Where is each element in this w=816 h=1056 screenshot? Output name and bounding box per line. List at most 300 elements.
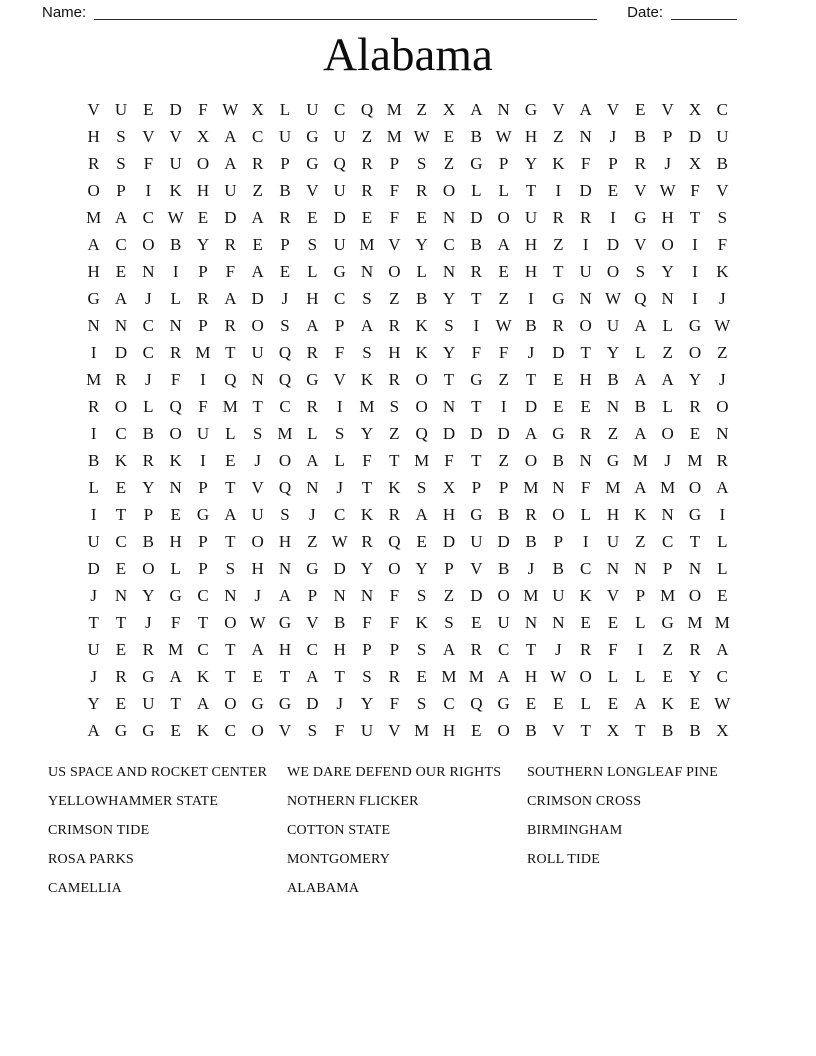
grid-letter: R <box>251 154 264 173</box>
grid-letter: E <box>115 640 127 659</box>
grid-letter: D <box>224 208 237 227</box>
grid-letter: T <box>525 370 537 389</box>
grid-letter: Z <box>553 127 564 146</box>
grid-letter: I <box>582 532 589 551</box>
grid-letter: J <box>90 667 97 686</box>
grid-letter: S <box>116 154 126 173</box>
grid-letter: O <box>224 613 237 632</box>
grid-letter: N <box>579 289 592 308</box>
grid-letter: Z <box>252 181 263 200</box>
grid-letter: U <box>333 181 346 200</box>
grid-row <box>80 339 736 366</box>
grid-letter: Y <box>442 289 456 308</box>
grid-letter: J <box>336 478 343 497</box>
grid-letter: B <box>497 559 510 578</box>
grid-letter: D <box>442 424 456 443</box>
grid-letter: Z <box>553 235 564 254</box>
grid-letter: F <box>580 478 591 497</box>
grid-letter: S <box>362 667 372 686</box>
grid-letter: G <box>688 505 702 524</box>
grid-letter: A <box>470 100 483 119</box>
grid-letter: Q <box>634 289 647 308</box>
grid-letter: Z <box>717 343 728 362</box>
grid-letter: D <box>470 424 483 443</box>
grid-letter: Q <box>333 154 346 173</box>
grid-letter: M <box>86 208 102 227</box>
grid-letter: E <box>689 424 701 443</box>
grid-letter: S <box>225 559 236 578</box>
grid-letter: B <box>607 370 619 389</box>
grid-letter: M <box>468 667 484 686</box>
grid-letter: C <box>443 235 455 254</box>
grid-letter: V <box>278 721 292 740</box>
grid-letter: G <box>497 694 510 713</box>
grid-letter: O <box>497 721 510 740</box>
grid-letter: E <box>471 613 482 632</box>
grid-letter: J <box>145 613 152 632</box>
grid-letter: G <box>114 721 128 740</box>
grid-letter: N <box>360 586 374 605</box>
grid-letter: B <box>634 127 646 146</box>
grid-letter: J <box>527 559 535 578</box>
grid-row <box>80 636 736 663</box>
grid-letter: B <box>552 559 564 578</box>
grid-letter: V <box>251 478 264 497</box>
grid-letter: A <box>360 316 374 335</box>
grid-letter: A <box>579 100 592 119</box>
grid-letter: A <box>224 127 237 146</box>
word-item: CRIMSON CROSS <box>527 794 642 809</box>
grid-letter: I <box>610 208 616 227</box>
grid-letter: F <box>389 586 400 605</box>
grid-letter: Y <box>142 586 155 605</box>
grid-letter: W <box>222 100 239 119</box>
grid-letter: T <box>197 613 209 632</box>
grid-letter: Z <box>307 532 318 551</box>
grid-letter: S <box>280 505 290 524</box>
grid-letter: X <box>442 478 456 497</box>
grid-letter: A <box>251 640 264 659</box>
grid-letter: L <box>307 262 318 281</box>
grid-letter: R <box>224 235 236 254</box>
grid-letter: E <box>662 667 673 686</box>
grid-letter: D <box>306 694 319 713</box>
grid-letter: C <box>224 721 236 740</box>
grid-row <box>80 555 736 582</box>
grid-letter: S <box>416 478 427 497</box>
grid-letter: M <box>714 613 730 632</box>
grid-letter: G <box>306 559 319 578</box>
grid-letter: C <box>142 208 154 227</box>
grid-letter: G <box>470 505 483 524</box>
grid-letter: L <box>498 181 509 200</box>
grid-letter: N <box>579 127 592 146</box>
grid-letter: R <box>115 370 127 389</box>
grid-letter: A <box>196 694 210 713</box>
grid-letter: A <box>661 370 674 389</box>
grid-letter: P <box>444 559 454 578</box>
grid-letter: G <box>552 424 565 443</box>
grid-letter: E <box>416 667 427 686</box>
grid-letter: P <box>307 586 318 605</box>
grid-letter: O <box>142 235 155 254</box>
grid-letter: G <box>306 154 319 173</box>
grid-letter: Y <box>688 667 702 686</box>
grid-letter: A <box>114 208 128 227</box>
grid-letter: A <box>634 316 647 335</box>
grid-letter: J <box>719 289 726 308</box>
grid-letter: N <box>224 586 237 605</box>
grid-letter: I <box>90 343 97 362</box>
grid-letter: M <box>168 640 184 659</box>
grid-letter: B <box>525 316 537 335</box>
grid-letter: R <box>87 397 100 416</box>
grid-letter: A <box>306 667 319 686</box>
grid-letter: T <box>525 640 537 659</box>
grid-letter: T <box>279 667 291 686</box>
grid-letter: N <box>524 613 538 632</box>
grid-letter: Y <box>360 559 374 578</box>
grid-letter: R <box>87 154 100 173</box>
grid-letter: T <box>635 721 646 740</box>
grid-letter: A <box>524 424 538 443</box>
date-label: Date: <box>627 4 663 21</box>
grid-letter: K <box>415 613 428 632</box>
grid-letter: B <box>87 451 100 470</box>
grid-letter: H <box>333 640 346 659</box>
grid-letter: T <box>580 343 591 362</box>
grid-letter: R <box>470 640 482 659</box>
grid-row <box>80 690 736 717</box>
grid-letter: N <box>579 451 592 470</box>
grid-letter: K <box>579 586 592 605</box>
grid-letter: O <box>251 532 264 551</box>
grid-letter: J <box>719 370 726 389</box>
grid-letter: E <box>689 694 701 713</box>
word-item: NOTHERN FLICKER <box>287 794 419 809</box>
grid-letter: G <box>470 370 483 389</box>
grid-letter: R <box>388 370 400 389</box>
grid-letter: R <box>142 640 154 659</box>
grid-letter: E <box>279 262 291 281</box>
grid-letter: N <box>716 424 729 443</box>
grid-letter: Y <box>196 235 210 254</box>
grid-letter: H <box>579 370 592 389</box>
grid-letter: P <box>334 316 345 335</box>
grid-letter: S <box>334 424 345 443</box>
grid-letter: P <box>198 262 208 281</box>
grid-letter: O <box>114 397 128 416</box>
grid-letter: Y <box>142 478 155 497</box>
grid-letter: O <box>606 262 620 281</box>
grid-letter: W <box>714 694 731 713</box>
grid-letter: L <box>307 424 318 443</box>
grid-letter: Z <box>662 343 673 362</box>
grid-letter: E <box>170 505 181 524</box>
grid-letter: B <box>279 181 291 200</box>
grid-letter: R <box>388 316 400 335</box>
grid-letter: T <box>115 613 127 632</box>
grid-letter: R <box>415 181 428 200</box>
grid-letter: K <box>415 316 428 335</box>
grid-letter: G <box>634 208 647 227</box>
grid-letter: E <box>553 370 564 389</box>
grid-letter: L <box>170 559 181 578</box>
grid-letter: G <box>306 127 319 146</box>
grid-letter: J <box>664 451 671 470</box>
grid-letter: Y <box>360 694 374 713</box>
grid-letter: H <box>661 208 674 227</box>
worksheet-header <box>0 0 816 21</box>
grid-letter: H <box>87 262 100 281</box>
word-item: CAMELLIA <box>48 881 122 896</box>
grid-letter: F <box>334 343 345 362</box>
grid-letter: G <box>688 316 702 335</box>
grid-letter: A <box>251 208 264 227</box>
word-search-grid <box>80 96 736 744</box>
grid-letter: P <box>198 559 208 578</box>
grid-letter: D <box>497 424 510 443</box>
grid-letter: N <box>442 397 456 416</box>
grid-letter: T <box>115 505 127 524</box>
grid-letter: N <box>169 316 182 335</box>
grid-letter: G <box>251 694 264 713</box>
grid-letter: O <box>497 586 510 605</box>
grid-letter: M <box>222 397 238 416</box>
grid-letter: I <box>172 262 179 281</box>
grid-letter: R <box>552 208 564 227</box>
grid-letter: S <box>307 721 318 740</box>
word-item: YELLOWHAMMER STATE <box>48 794 219 809</box>
grid-letter: F <box>580 154 591 173</box>
grid-letter: D <box>579 181 592 200</box>
grid-letter: U <box>224 181 237 200</box>
grid-letter: I <box>692 289 698 308</box>
grid-letter: T <box>471 397 482 416</box>
grid-letter: H <box>442 505 456 524</box>
grid-letter: O <box>688 478 702 497</box>
grid-letter: I <box>200 451 206 470</box>
grid-letter: I <box>90 424 97 443</box>
grid-letter: N <box>634 559 647 578</box>
grid-letter: F <box>444 451 454 470</box>
grid-letter: J <box>555 640 562 659</box>
grid-letter: O <box>87 181 100 200</box>
grid-letter: P <box>280 154 290 173</box>
grid-letter: L <box>334 451 345 470</box>
grid-letter: Q <box>224 370 237 389</box>
grid-letter: D <box>442 532 456 551</box>
grid-letter: S <box>307 235 318 254</box>
word-item: BIRMINGHAM <box>527 823 623 838</box>
grid-letter: J <box>281 289 289 308</box>
grid-letter: O <box>497 208 510 227</box>
grid-letter: N <box>688 559 702 578</box>
grid-letter: Q <box>388 532 401 551</box>
grid-letter: M <box>195 343 211 362</box>
grid-row <box>80 420 736 447</box>
grid-letter: K <box>360 370 374 389</box>
grid-letter: U <box>606 316 620 335</box>
grid-letter: L <box>279 100 291 119</box>
grid-letter: F <box>608 640 618 659</box>
grid-letter: H <box>524 667 538 686</box>
grid-letter: V <box>716 181 729 200</box>
grid-letter: P <box>389 640 400 659</box>
grid-letter: Q <box>169 397 182 416</box>
grid-letter: V <box>661 100 674 119</box>
grid-letter: K <box>196 667 210 686</box>
grid-letter: H <box>251 559 264 578</box>
grid-letter: U <box>278 127 292 146</box>
grid-letter: W <box>604 289 622 308</box>
grid-letter: Y <box>661 262 674 281</box>
grid-letter: R <box>388 667 400 686</box>
word-item: CRIMSON TIDE <box>48 823 150 838</box>
grid-letter: R <box>115 667 127 686</box>
grid-letter: S <box>416 586 427 605</box>
grid-letter: T <box>525 181 537 200</box>
grid-letter: R <box>361 181 373 200</box>
grid-letter: S <box>252 424 263 443</box>
grid-row <box>80 177 736 204</box>
grid-letter: L <box>580 694 591 713</box>
grid-letter: T <box>225 532 236 551</box>
grid-letter: P <box>280 235 290 254</box>
grid-letter: N <box>606 559 620 578</box>
grid-letter: R <box>306 397 318 416</box>
grid-letter: O <box>661 424 674 443</box>
grid-letter: G <box>87 289 100 308</box>
grid-row <box>80 150 736 177</box>
grid-letter: U <box>716 127 729 146</box>
grid-letter: U <box>114 100 128 119</box>
grid-letter: A <box>169 667 182 686</box>
grid-letter: A <box>87 721 100 740</box>
grid-letter: B <box>552 451 564 470</box>
grid-letter: T <box>225 667 236 686</box>
word-list-column-3 <box>527 766 816 911</box>
grid-letter: L <box>143 397 154 416</box>
grid-letter: U <box>142 694 155 713</box>
grid-letter: X <box>688 154 702 173</box>
grid-letter: D <box>470 208 483 227</box>
grid-letter: C <box>279 397 291 416</box>
grid-letter: R <box>361 532 373 551</box>
grid-letter: R <box>279 208 291 227</box>
grid-letter: O <box>688 343 702 362</box>
grid-letter: A <box>415 505 428 524</box>
grid-letter: D <box>524 397 538 416</box>
grid-row <box>80 528 736 555</box>
grid-letter: N <box>552 478 565 497</box>
grid-letter: A <box>497 235 510 254</box>
grid-letter: U <box>606 532 620 551</box>
grid-letter: H <box>524 262 538 281</box>
grid-letter: D <box>497 532 510 551</box>
grid-letter: L <box>635 613 646 632</box>
grid-letter: M <box>414 721 430 740</box>
grid-letter: W <box>550 667 567 686</box>
grid-letter: E <box>471 721 482 740</box>
grid-letter: M <box>277 424 293 443</box>
grid-letter: W <box>495 127 512 146</box>
grid-letter: J <box>254 586 261 605</box>
grid-letter: I <box>200 370 206 389</box>
grid-letter: S <box>389 397 400 416</box>
grid-letter: E <box>252 667 263 686</box>
grid-letter: R <box>552 316 564 335</box>
grid-letter: E <box>225 451 236 470</box>
grid-letter: N <box>169 478 182 497</box>
grid-letter: J <box>145 370 152 389</box>
grid-letter: Q <box>278 370 292 389</box>
name-blank-line <box>94 5 597 20</box>
grid-letter: M <box>523 586 539 605</box>
word-item: ROLL TIDE <box>527 852 600 867</box>
grid-letter: I <box>692 262 698 281</box>
grid-letter: D <box>333 208 346 227</box>
grid-letter: C <box>142 316 154 335</box>
grid-letter: E <box>498 262 509 281</box>
grid-letter: I <box>500 397 507 416</box>
grid-letter: P <box>198 316 208 335</box>
grid-letter: N <box>114 586 128 605</box>
grid-letter: Z <box>416 100 427 119</box>
grid-letter: O <box>142 559 155 578</box>
grid-letter: L <box>635 343 646 362</box>
grid-letter: N <box>87 316 100 335</box>
grid-letter: E <box>717 586 728 605</box>
grid-letter: T <box>471 289 482 308</box>
grid-letter: O <box>579 316 592 335</box>
grid-letter: R <box>689 397 701 416</box>
grid-letter: R <box>525 505 537 524</box>
grid-letter: C <box>142 343 154 362</box>
grid-letter: A <box>634 478 647 497</box>
grid-letter: U <box>524 208 538 227</box>
grid-letter: B <box>470 127 482 146</box>
grid-letter: A <box>224 505 237 524</box>
grid-letter: A <box>634 370 647 389</box>
grid-letter: E <box>197 208 209 227</box>
grid-letter: A <box>442 640 456 659</box>
grid-letter: N <box>142 262 155 281</box>
grid-letter: T <box>580 721 591 740</box>
grid-letter: J <box>664 154 671 173</box>
grid-letter: H <box>278 640 292 659</box>
grid-letter: K <box>388 478 401 497</box>
grid-letter: G <box>470 154 483 173</box>
grid-letter: A <box>114 289 128 308</box>
grid-letter: T <box>225 478 236 497</box>
grid-letter: O <box>442 181 456 200</box>
grid-letter: G <box>333 262 346 281</box>
grid-letter: D <box>114 343 128 362</box>
grid-letter: X <box>251 100 264 119</box>
grid-letter: I <box>555 181 562 200</box>
grid-letter: Z <box>361 127 373 146</box>
grid-letter: Y <box>415 559 428 578</box>
grid-letter: E <box>553 694 564 713</box>
grid-letter: T <box>225 343 236 362</box>
grid-letter: U <box>251 505 264 524</box>
grid-letter: E <box>143 100 154 119</box>
grid-letter: T <box>252 397 263 416</box>
grid-letter: Y <box>87 694 100 713</box>
grid-letter: L <box>607 667 619 686</box>
grid-letter: F <box>362 451 372 470</box>
